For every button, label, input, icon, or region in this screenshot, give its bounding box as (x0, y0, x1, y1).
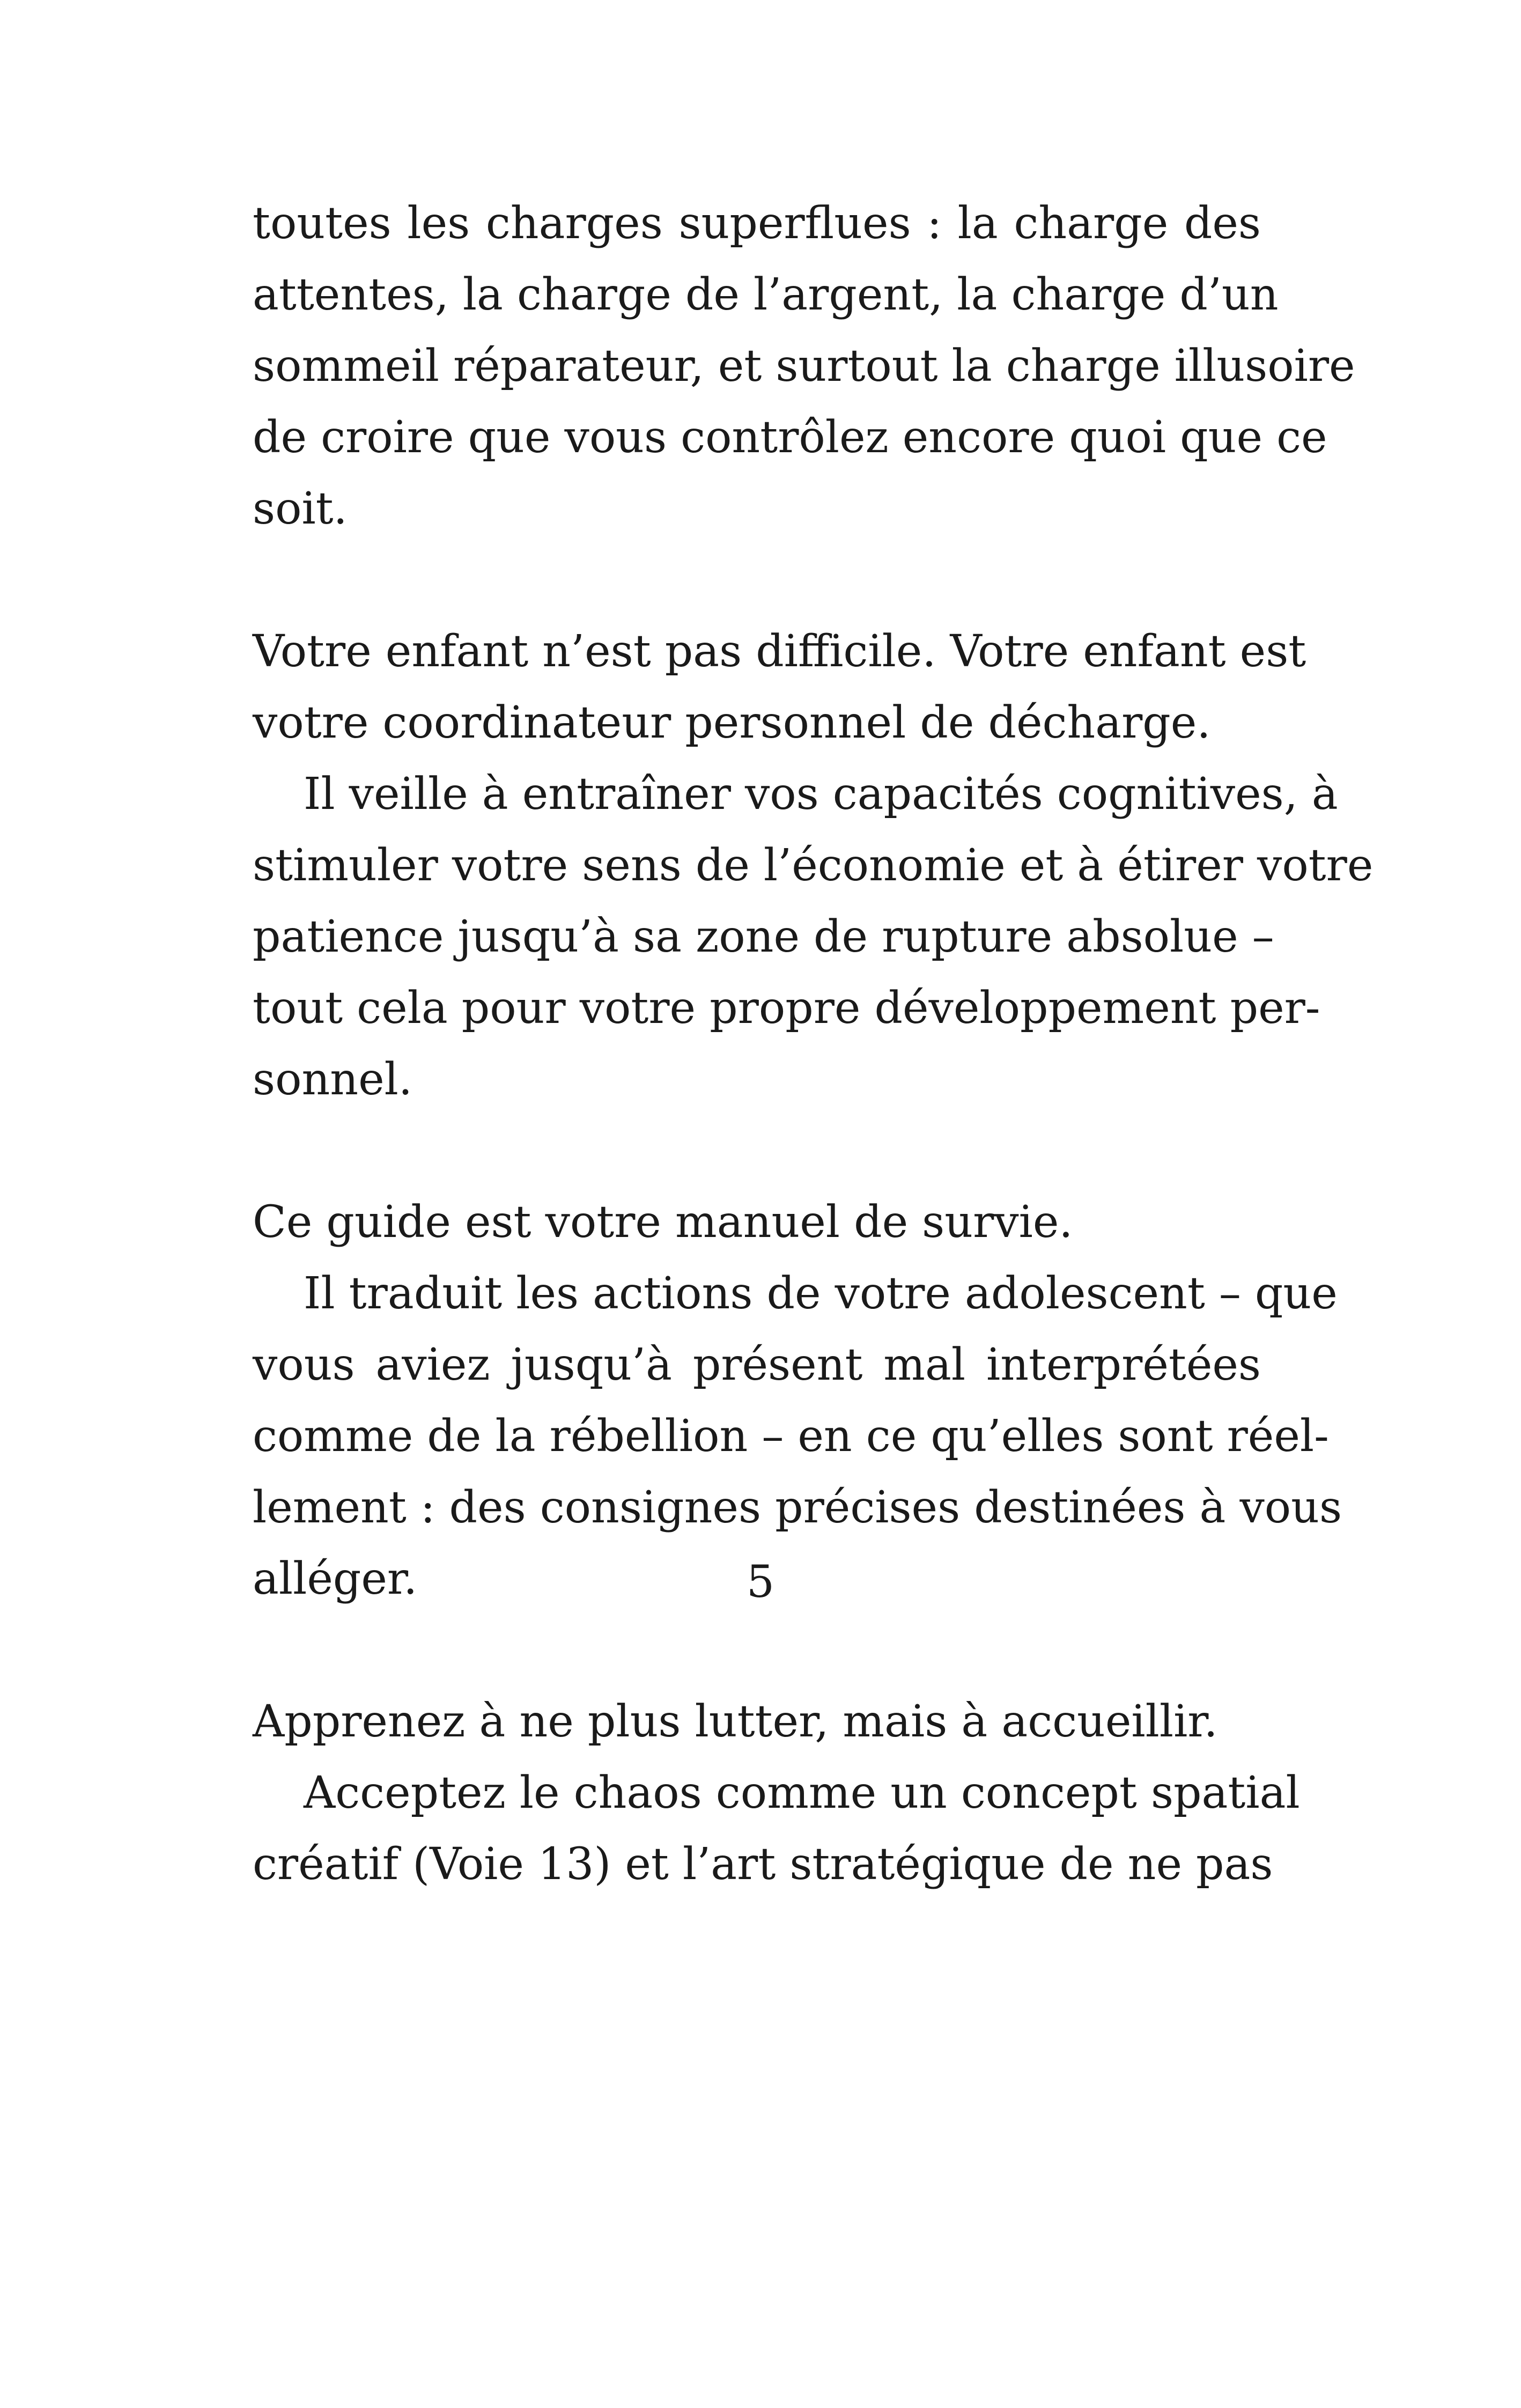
text-line: Acceptez le chaos comme un concept spatial (304, 1768, 1300, 1818)
body-text (253, 188, 1374, 1900)
paragraph (253, 616, 1306, 759)
text-line: comme de la rébellion – en ce qu’elles sont réel- (253, 1411, 1329, 1462)
text-line: Apprenez à ne plus lutter, mais à accueillir. (253, 1696, 1218, 1747)
text-line: votre coordinateur personnel de décharge. (253, 697, 1211, 748)
paragraph-gap (253, 1615, 1261, 1686)
text-line: alléger. (253, 1553, 418, 1604)
text-line: tout cela pour votre propre développement per- (253, 983, 1320, 1034)
text-line: de croire que vous contrôlez encore quoi que ce (253, 412, 1327, 463)
text-line: vous aviez jusqu’à présent mal interprétées (253, 1339, 1261, 1390)
paragraph (253, 1187, 1261, 1258)
text-line: patience jusqu’à sa zone de rupture absolue – (253, 911, 1274, 962)
paragraph-gap (253, 1115, 1261, 1187)
text-line: toutes les charges superflues : la charge des (253, 198, 1261, 249)
paragraph (253, 759, 1374, 1115)
text-line: sommeil réparateur, et surtout la charge illusoire (253, 341, 1355, 392)
text-line: créatif (Voie 13) et l’art stratégique de ne pas (253, 1839, 1273, 1890)
paragraph (253, 1757, 1300, 1900)
text-line: Ce guide est votre manuel de survie. (253, 1197, 1073, 1248)
text-line: Votre enfant n’est pas difficile. Votre enfant est (253, 626, 1306, 677)
text-line: sonnel. (253, 1054, 412, 1105)
text-line: stimuler votre sens de l’économie et à étirer votre (253, 840, 1374, 891)
page-number: 5 (746, 1557, 775, 1608)
text-line: Il veille à entraîner vos capacités cognitives, à (304, 769, 1338, 820)
paragraph (253, 188, 1355, 544)
text-line: Il traduit les actions de votre adolescent – que (304, 1268, 1338, 1319)
text-line: attentes, la charge de l’argent, la charge d’un (253, 269, 1279, 320)
paragraph (253, 1686, 1261, 1757)
paragraph-gap (253, 544, 1261, 616)
text-line: soit. (253, 483, 348, 534)
text-line: lement : des consignes précises destinées à vous (253, 1482, 1342, 1533)
